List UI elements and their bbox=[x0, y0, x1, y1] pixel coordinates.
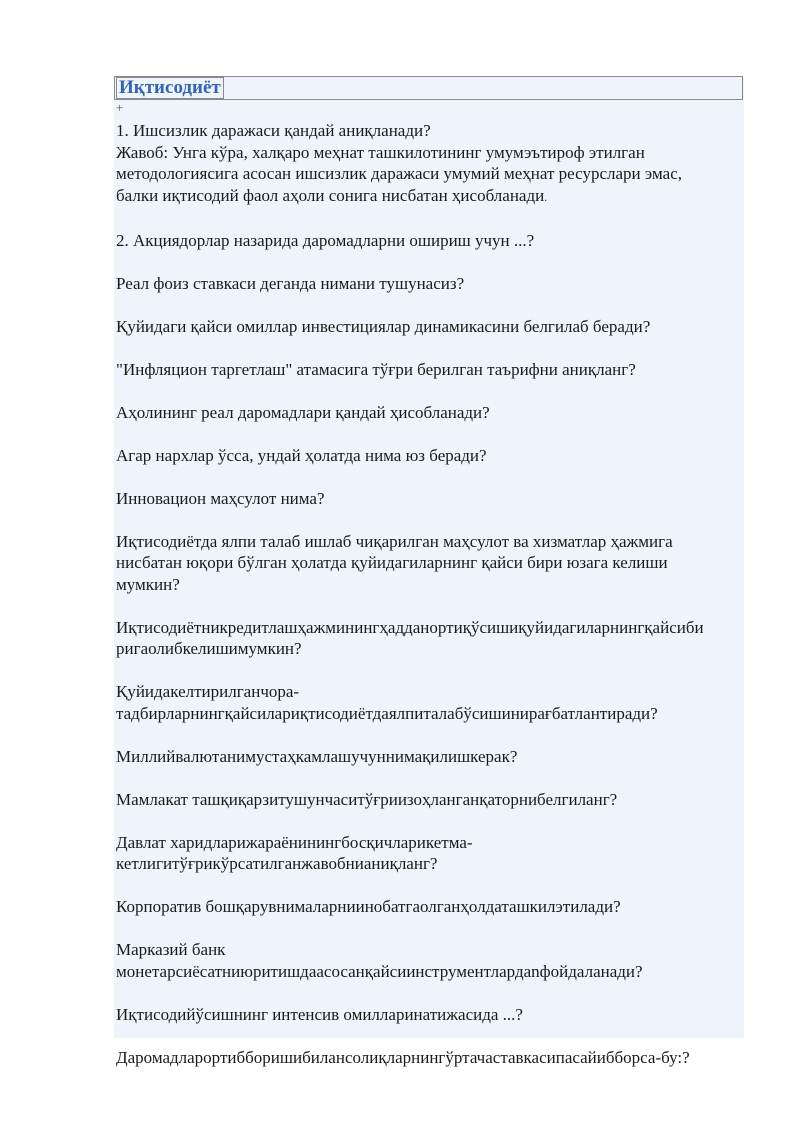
document-body bbox=[116, 120, 746, 1090]
answer-line: методологиясига асосан ишсизлик даражаси умумий меҳнат ресурслари эмас, bbox=[116, 164, 682, 183]
document-title: Иқтисодиёт bbox=[116, 77, 224, 99]
question-text: мумкин? bbox=[116, 574, 180, 594]
question-text: "Инфляцион таргетлаш" атамасига тўғри берилган таърифни аниқланг? bbox=[116, 359, 636, 379]
question-block-1 bbox=[116, 120, 746, 208]
question-text: Корпоратив бошқарувнималарниинобатгаолганҳолдаташкилэтилади? bbox=[116, 897, 621, 916]
question-text: Инновацион маҳсулот нима? bbox=[116, 488, 325, 508]
question-block bbox=[116, 746, 746, 768]
question-text: Миллийвалютанимустаҳкамлашучуннимақилишкерак? bbox=[116, 746, 518, 766]
question-text: ригаолибкелишимумкин? bbox=[116, 639, 302, 658]
question-text: Қуйидаги қайси омиллар инвестициялар динамикасини белгилаб беради? bbox=[116, 316, 651, 336]
question-block bbox=[116, 488, 746, 510]
question-text: Иқтисодийўсишнинг интенсив омилларинатижасида ...? bbox=[116, 1004, 523, 1024]
question-text: 1. Ишсизлик даражаси қандай аниқланади? bbox=[116, 121, 431, 140]
question-text: Даромадларортибборишибилансолиқларнингўртачаставкасипасайибборса-бу:? bbox=[116, 1047, 690, 1067]
question-text: Қуйидакелтирилганчора- bbox=[116, 682, 300, 701]
question-text: нисбатан юқори бўлган ҳолатда қуйидагиларнинг қайси бири юзага келиши bbox=[116, 553, 668, 572]
question-text: Аҳолининг реал даромадлари қандай ҳисобланади? bbox=[116, 402, 490, 422]
question-block bbox=[116, 617, 746, 660]
question-text: тадбирларнингқайсилариқтисодиётдаялпиталабўсишинирағбатлантиради? bbox=[116, 703, 658, 723]
answer-line: Жавоб: Унга кўра, халқаро меҳнат ташкилотининг умумэътироф этилган bbox=[116, 142, 645, 162]
question-text: монетарсиёсатниюритишдаасосанқайсиинструментлардanфойдаланади? bbox=[116, 961, 643, 981]
question-block bbox=[116, 1004, 746, 1026]
question-text: Реал фоиз ставкаси деганда нимани тушунасиз? bbox=[116, 273, 465, 293]
question-text: Иқтисодиётда ялпи талаб ишлаб чиқарилган маҳсулот ва хизматлар ҳажмига bbox=[116, 531, 673, 551]
question-block bbox=[116, 789, 746, 811]
question-list bbox=[116, 230, 746, 1069]
question-text: Марказий банк bbox=[116, 940, 226, 959]
question-text: Мамлакат ташқиқарзитушунчаситўғриизоҳланганқаторнибелгиланг? bbox=[116, 789, 618, 809]
question-block bbox=[116, 230, 746, 252]
question-block bbox=[116, 939, 746, 982]
answer-line bbox=[116, 185, 746, 209]
question-text: Агар нархлар ўсса, ундай ҳолатда нима юз беради? bbox=[116, 445, 487, 465]
question-text: 2. Акциядорлар назарида даромадларни ошириш учун ...? bbox=[116, 230, 535, 250]
question-block bbox=[116, 402, 746, 424]
question-block bbox=[116, 681, 746, 724]
question-text: Иқтисодиётникредитлашҳажминингҳадданортиқўсишиқуйидагиларнингқайсиби bbox=[116, 617, 704, 637]
question-block bbox=[116, 445, 746, 467]
question-text: Давлат харидларижараёнинингбосқичларикетма- bbox=[116, 832, 473, 852]
question-block bbox=[116, 531, 746, 596]
question-text: кетлигитўғрикўрсатилганжавобнианиқланг? bbox=[116, 854, 438, 873]
answer-line-text: балки иқтисодий фаол аҳоли сонига нисбатан ҳисобланади bbox=[116, 185, 545, 205]
expand-marker: + bbox=[116, 100, 124, 115]
question-block bbox=[116, 896, 746, 918]
question-block bbox=[116, 1047, 746, 1069]
answer-end-mark: . bbox=[544, 189, 548, 204]
question-block bbox=[116, 273, 746, 295]
question-block bbox=[116, 359, 746, 381]
question-block bbox=[116, 832, 746, 875]
question-block bbox=[116, 316, 746, 338]
